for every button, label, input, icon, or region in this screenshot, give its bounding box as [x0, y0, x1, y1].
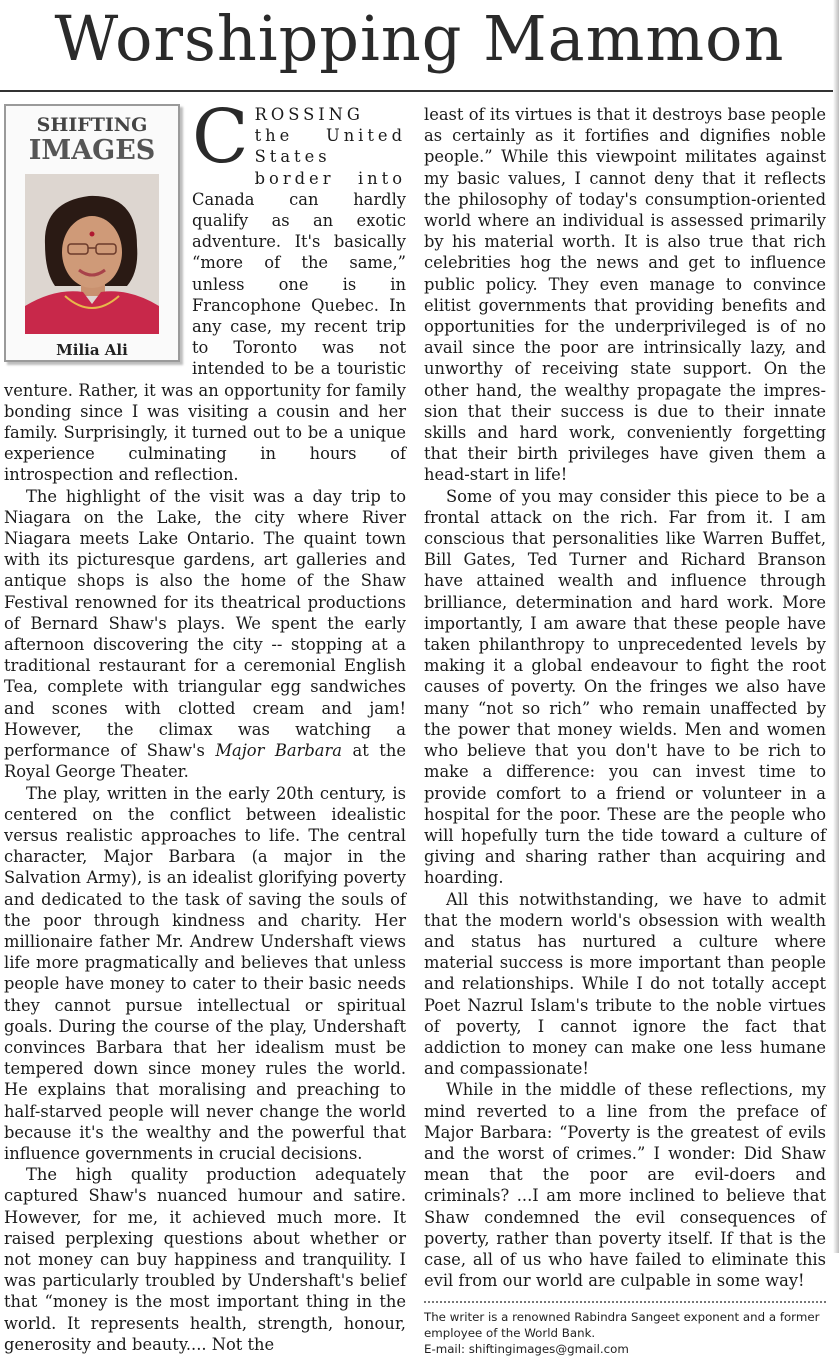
paragraph-3: The play, written in the early 20th century, is centered on the conflict between idealistic versus realistic approaches to life. The central character, Major Barbara (a major in the Salvation Army), is an idealist glorifying poverty and dedicated to the task of saving the souls of the poor through kindness and charity. Her millionaire father Mr. Andrew Undershaft views life more pragmatically and believes that unless people have money to cater to their basic needs they cannot pursue intellectual or spiritual goals. During the course of the play, Undershaft convinces Barbara that her idealism must be tempered down since money rules the world. He explains that moralising and preaching to half-starved people will never change the world because it's the wealthy and the powerful that influence governments in crucial decisions. — [4, 783, 406, 1163]
paragraph-4-start: The high quality production adequately captured Shaw's nuanced humour and satire. However, for me, it achieved much more. It raised perplexing questions about whether or not money can buy happiness and tranquility. I was particularly troubled by Undershaft's belief that “money is the most important thing in the world. It represents health, strength, honour, generosity and beauty.... Not the — [4, 1165, 406, 1354]
paragraph-2 — [4, 486, 406, 783]
paragraph-6: All this notwithstanding, we have to admit that the modern world's obsession with wealth and status has nurtured a culture where material success is more important than people and relationships. While I do not totally accept Poet Nazrul Islam's tribute to the noble virtues of poverty, I cannot ignore the fact that addiction to money can make one less humane and compassionate! — [424, 889, 826, 1079]
footnote-divider — [424, 1301, 826, 1303]
paragraph-4-continued: least of its virtues is that it destroys base people as certainly as it fortifies and dignifies noble people.” While this viewpoint militates against my basic values, I cannot deny that it reflects the philosophy of today's consumption-oriented world where an individual is assessed primarily by his material worth. It is also true that rich celebrities hog the news and get to influence public policy. They even manage to convince elitist governments that providing benefits and opportunities for the underprivileged is of no avail since the poor are intrinsically lazy, and unworthy of receiving state support. On the other hand, the wealthy propagate the impression that their success is due to their innate skills and hard work, conveniently forgetting that their birth privileges have given them a head-start in life! — [424, 105, 826, 485]
page-edge-shadow — [833, 0, 839, 1253]
author-portrait — [25, 174, 159, 334]
columnist-box — [4, 104, 180, 362]
paragraph-7: While in the middle of these reflections, my mind reverted to a line from the preface of Major Barbara: “Poverty is the greatest of evils and the worst of crimes.” I wonder: Did Shaw mean that the poor are evil-doers and criminals? ...I am more inclined to believe that Shaw condemned the evil consequences of poverty, rather than poverty itself. If that is the case, all of us who have failed to eliminate this evil from our world are culpable in some way! — [424, 1080, 826, 1291]
footnote-bio: The writer is a renowned Rabindra Sangeet exponent and a former employee of the World Bank. — [424, 1310, 820, 1341]
column-name-line2: IMAGES — [28, 135, 156, 166]
column-name-line1: SHIFTING — [36, 114, 148, 136]
left-column — [4, 94, 406, 1355]
author-byline: Milia Ali — [56, 341, 128, 359]
right-column — [424, 104, 826, 1357]
footnote-email: E-mail: shiftingimages@gmail.com — [424, 1342, 629, 1357]
title-rule — [0, 90, 839, 92]
article-title: Worshipping Mammon — [54, 2, 785, 75]
paragraph-2-end: at the Royal George Theater. — [4, 741, 406, 782]
paragraph-5: Some of you may consider this piece to be a frontal attack on the rich. Far from it. I am conscious that personalities like Warren Buffet, Bill Gates, Ted Turner and Richard Branson have attained wealth and influence through brilliance, determination and hard work. More importantly, I am aware that these people have taken philanthropy to unprecedented levels by making it a global endeavour to fight the root causes of poverty. On the fringes we also have many “not so rich” who remain unaffected by the power that money wields. Men and women who believe that you don't have to be rich to make a difference: you can invest time to provide comfort to a friend or volunteer in a hospital for the poor. These are the people who will hopefully turn the tide toward a culture of giving and sharing rather than acquiring and hoarding. — [424, 486, 826, 888]
paragraph-2-text: The highlight of the visit was a day trip to Niagara on the Lake, the city where River Niagara meets Lake Ontario. The quaint town with its picturesque gardens, art galleries and antique shops is also the home of the Shaw Festival renowned for its theatrical productions of Bernard Shaw's plays. We spent the early afternoon discovering the city -- stopping at a traditional restaurant for a ceremonial English Tea, complete with triangular egg sandwiches and scones with clotted cream and jam! However, the climax was watching a performance of Shaw's — [4, 486, 406, 761]
lead-caps: ROSSING the United States border into — [254, 105, 406, 188]
author-portrait-image — [25, 174, 159, 334]
paragraph-1-text: Canada can hardly qualify as an exotic adventure. It's basically “more of the same,” unless one is in Francophone Quebec. In any case, my recent trip to Toronto was not intended to be a touristic venture. Rather, it was an opportunity for family bonding since I was visiting a cousin and her family. Surprisingly, it turned out to be a unique experience culminating in hours of introspection and reflection. — [4, 189, 406, 485]
play-title: Major Barbara — [215, 741, 342, 761]
drop-cap: C — [192, 94, 249, 180]
